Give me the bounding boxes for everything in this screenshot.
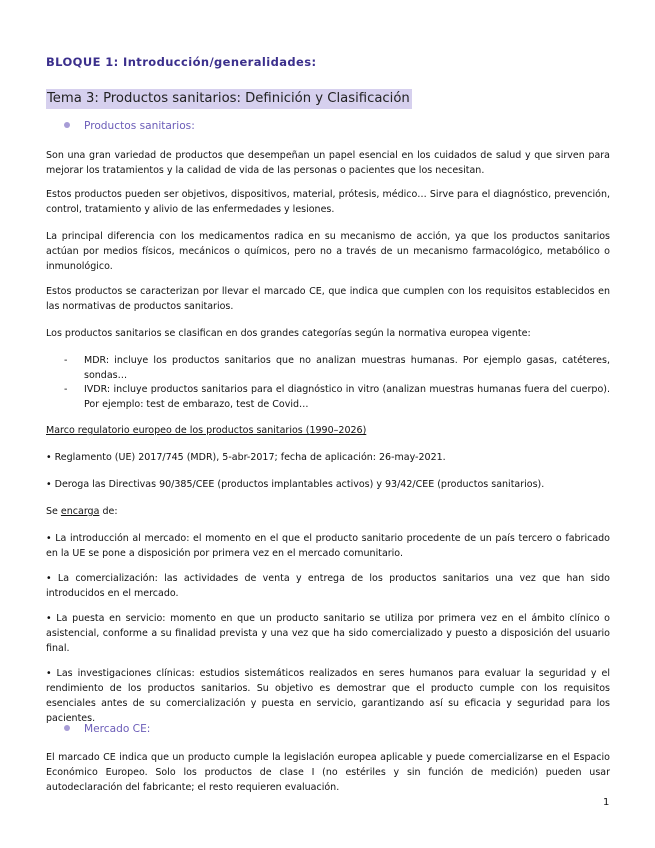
tema-title: Tema 3: Productos sanitarios: Definición y Clasificación [46, 89, 412, 109]
page-number: 1 [603, 797, 610, 808]
item-investigaciones: • Las investigaciones clínicas: estudios sistemáticos realizados en seres humanos para evaluar la seguridad y el rendimiento de los productos sanitarios. Su objetivo es demostrar que el producto cumple con los requisitos esenciales antes de su comercialización y puesta en servicio, garantizando así su eficacia y seguridad para los pacientes. [46, 668, 610, 724]
se-encarga-prefix: Se [46, 506, 61, 517]
block-title: BLOQUE 1: Introducción/generalidades: [46, 55, 317, 69]
paragraph: Los productos sanitarios se clasifican en dos grandes categorías según la normativa europea vigente: [46, 328, 531, 339]
section-productos-sanitarios [64, 120, 195, 132]
deroga-line: • Deroga las Directivas 90/385/CEE (productos implantables activos) y 93/42/CEE (productos sanitarios). [46, 479, 545, 490]
list-item-text: IVDR: incluye productos sanitarios para el diagnóstico in vitro (analizan muestras humanas fuera del cuerpo). Por ejemplo: test de embarazo, test de Covid… [84, 384, 610, 410]
item-puesta-en-servicio: • La puesta en servicio: momento en que un producto sanitario se utiliza por primera vez en el ámbito clínico o asistencial, conforme a su finalidad prevista y una vez que ha sido comercializado y puesto a disposición del usuario final. [46, 613, 610, 654]
se-encarga-suffix: de: [99, 506, 118, 517]
se-encarga-line [46, 504, 610, 519]
dash-marker: - [64, 384, 68, 395]
list-item [64, 353, 610, 383]
paragraph: Estos productos se caracterizan por llevar el marcado CE, que indica que cumplen con los requisitos establecidos en las normativas de productos sanitarios. [46, 286, 610, 312]
bullet-icon [64, 725, 70, 731]
paragraph: La principal diferencia con los medicamentos radica en su mecanismo de acción, ya que los productos sanitarios actúan por medios físicos, mecánicos o químicos, pero no a través de un mecanismo farmacológico, metabólico o inmunológico. [46, 231, 610, 272]
section-heading: Mercado CE: [84, 723, 151, 735]
section-heading: Productos sanitarios: [84, 120, 195, 132]
marco-regulatorio-title: Marco regulatorio europeo de los productos sanitarios (1990–2026) [46, 425, 367, 436]
item-introduccion: • La introducción al mercado: el momento en el que el producto sanitario procedente de un país tercero o fabricado en la UE se pone a disposición por primera vez en el mercado comunitario. [46, 533, 610, 559]
list-item [64, 382, 610, 412]
bullet-icon [64, 122, 70, 128]
paragraph: Son una gran variedad de productos que desempeñan un papel esencial en los cuidados de salud y que sirven para mejorar los tratamientos y la calidad de vida de las personas o pacientes que los necesitan. [46, 150, 610, 176]
se-encarga-word: encarga [60, 506, 100, 517]
dash-marker: - [64, 355, 68, 366]
section-mercado-ce [64, 723, 150, 735]
list-item-text: MDR: incluye los productos sanitarios que no analizan muestras humanas. Por ejemplo gasas, catéteres, sondas… [84, 355, 610, 381]
paragraph-marcado-ce: El marcado CE indica que un producto cumple la legislación europea aplicable y puede comercializarse en el Espacio Económico Europeo. Solo los productos de clase I (no estériles y sin función de medición) pueden usar autodeclaración del fabricante; el resto requieren evaluación. [46, 752, 610, 793]
item-comercializacion: • La comercialización: las actividades de venta y entrega de los productos sanitarios una vez que han sido introducidos en el mercado. [46, 573, 610, 599]
reglamento-line: • Reglamento (UE) 2017/745 (MDR), 5-abr-2017; fecha de aplicación: 26-may-2021. [46, 452, 446, 463]
paragraph: Estos productos pueden ser objetivos, dispositivos, material, prótesis, médico… Sirve para el diagnóstico, prevención, control, tratamiento y alivio de las enfermedades y lesiones. [46, 189, 610, 215]
